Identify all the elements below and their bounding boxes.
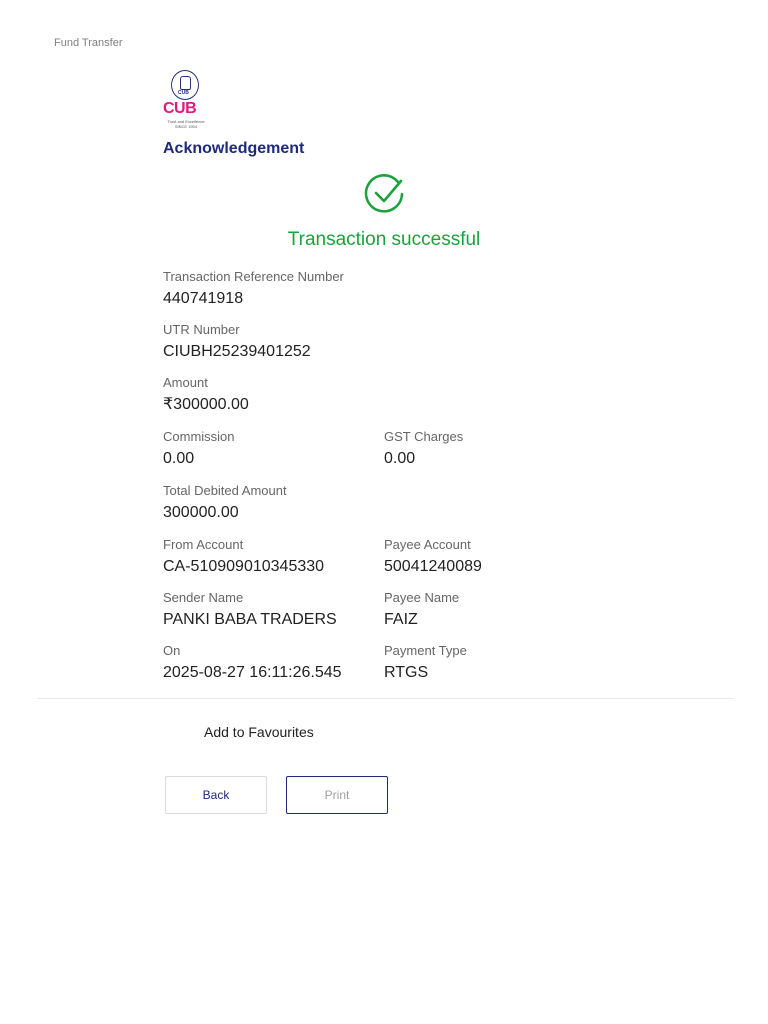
commission-field [163,429,235,468]
on-date-field [163,643,342,682]
back-button[interactable]: Back [165,776,267,814]
txn-ref-label: Transaction Reference Number [163,269,344,284]
logo-tagline: Trust and Excellence SINCE 1904 [167,119,205,129]
cub-logo [163,70,209,132]
commission-value: 0.00 [163,450,195,467]
amount-label: Amount [163,375,208,390]
payee-account-value: 50041240089 [384,558,482,575]
payment-type-field [384,643,467,682]
check-circle-icon [364,172,406,216]
payee-name-label: Payee Name [384,590,460,605]
utr-value: CIUBH25239401252 [163,343,311,360]
from-account-label: From Account [163,537,244,552]
add-to-favourites-link[interactable]: Add to Favourites [204,724,314,740]
logo-wordmark: CUB [163,100,197,117]
total-debited-value: 300000.00 [163,504,239,521]
txn-ref-field [163,269,344,308]
utr-field [163,322,311,361]
from-account-value: CA-510909010345330 [163,558,325,575]
from-account-field [163,537,324,576]
total-debited-field [163,483,287,522]
payee-name-value: FAIZ [384,611,418,628]
payee-account-label: Payee Account [384,537,471,552]
cub-emblem-icon: CUB [171,70,199,100]
sender-name-label: Sender Name [163,590,244,605]
sender-name-field [163,590,337,629]
gst-label: GST Charges [384,429,464,444]
on-date-value: 2025-08-27 16:11:26.545 [163,664,342,681]
payment-type-value: RTGS [384,664,429,681]
page-title: Acknowledgement [163,140,305,157]
on-date-label: On [163,643,181,658]
breadcrumb: Fund Transfer [54,37,123,49]
status-message: Transaction successful [287,229,481,250]
payee-name-field [384,590,459,629]
commission-label: Commission [163,429,235,444]
payee-account-field [384,537,482,576]
utr-label: UTR Number [163,322,240,337]
sender-name-value: PANKI BABA TRADERS [163,611,337,628]
amount-value: ₹300000.00 [163,396,249,413]
gst-field [384,429,463,468]
gst-value: 0.00 [384,450,416,467]
payment-type-label: Payment Type [384,643,467,658]
total-debited-label: Total Debited Amount [163,483,287,498]
txn-ref-value: 440741918 [163,290,244,307]
amount-field [163,375,249,414]
print-button[interactable]: Print [286,776,388,814]
section-divider [37,698,733,699]
